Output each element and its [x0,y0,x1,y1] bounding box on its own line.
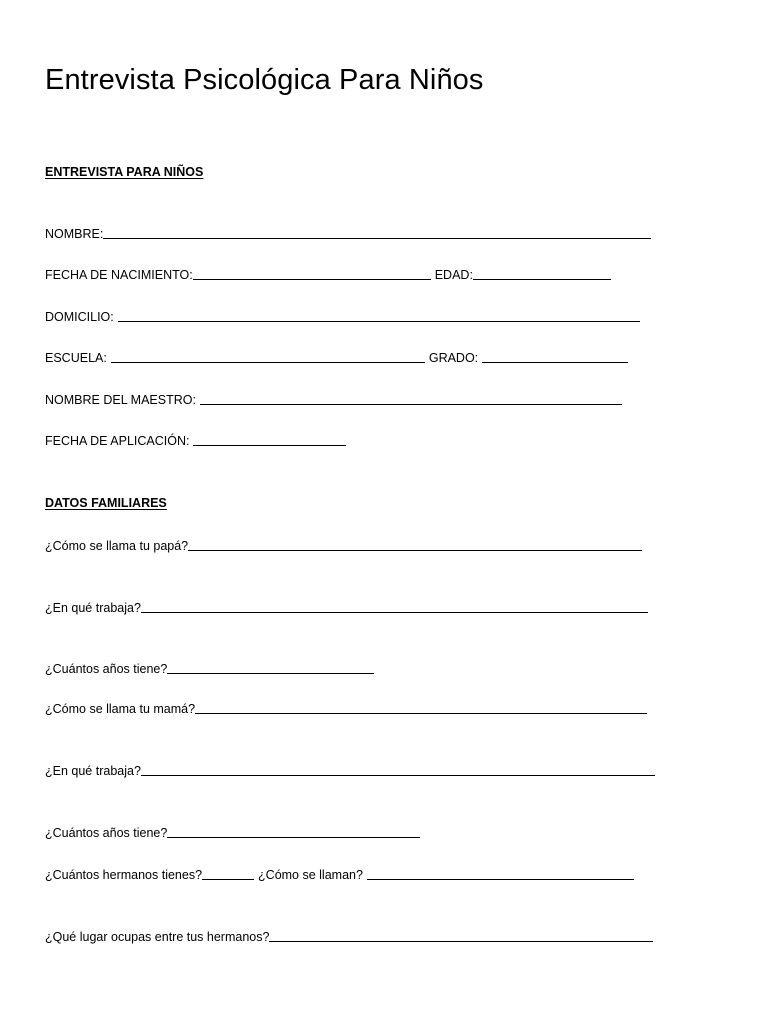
field-fecha-aplicacion [45,432,346,448]
field-label: FECHA DE APLICACIÓN: [45,434,190,448]
field-label: EDAD: [434,268,473,282]
question-mama-edad [45,824,420,840]
section-heading-entrevista: ENTREVISTA PARA NIÑOS [45,165,204,179]
papa-edad-blank[interactable] [167,660,374,674]
question-papa-nombre [45,537,642,553]
question-label: ¿Cómo se llama tu mamá? [45,702,196,716]
question-label: ¿En qué trabaja? [45,764,141,778]
question-lugar-hermanos [45,928,653,944]
field-domicilio [45,308,640,324]
question-label: ¿Cómo se llama tu papá? [45,539,189,553]
question-mama-trabajo [45,762,655,778]
mama-edad-blank[interactable] [167,824,420,838]
edad-blank[interactable] [473,266,611,280]
papa-trabajo-blank[interactable] [141,599,648,613]
question-hermanos [45,866,634,882]
question-label: ¿Cómo se llaman? [258,868,363,882]
fecha-nacimiento-blank[interactable] [193,266,431,280]
maestro-blank[interactable] [200,391,622,405]
field-label: NOMBRE: [45,227,104,241]
field-label: NOMBRE DEL MAESTRO: [45,393,196,407]
mama-trabajo-blank[interactable] [141,762,655,776]
question-label: ¿Cuántos hermanos tienes? [45,868,203,882]
domicilio-blank[interactable] [118,308,640,322]
question-label: ¿En qué trabaja? [45,601,141,615]
grado-blank[interactable] [482,349,628,363]
field-label: DOMICILIO: [45,310,114,324]
question-label: ¿Qué lugar ocupas entre tus hermanos? [45,930,270,944]
question-label: ¿Cuántos años tiene? [45,662,168,676]
escuela-blank[interactable] [111,349,425,363]
field-label: FECHA DE NACIMIENTO: [45,268,193,282]
field-maestro [45,391,622,407]
field-label: ESCUELA: [45,351,107,365]
mama-nombre-blank[interactable] [195,700,647,714]
field-nombre [45,225,651,241]
question-papa-trabajo [45,599,648,615]
question-mama-nombre [45,700,647,716]
papa-nombre-blank[interactable] [188,537,642,551]
fecha-aplicacion-blank[interactable] [193,432,346,446]
hermanos-cuantos-blank[interactable] [202,866,254,880]
section-heading-datos-familiares: DATOS FAMILIARES [45,496,167,510]
hermanos-nombres-blank[interactable] [367,866,634,880]
nombre-blank[interactable] [103,225,651,239]
field-label: GRADO: [428,351,479,365]
field-escuela [45,349,628,365]
page-title: Entrevista Psicológica Para Niños [45,64,484,96]
question-label: ¿Cuántos años tiene? [45,826,168,840]
question-papa-edad [45,660,374,676]
field-fecha-nacimiento [45,266,611,282]
lugar-hermanos-blank[interactable] [269,928,653,942]
